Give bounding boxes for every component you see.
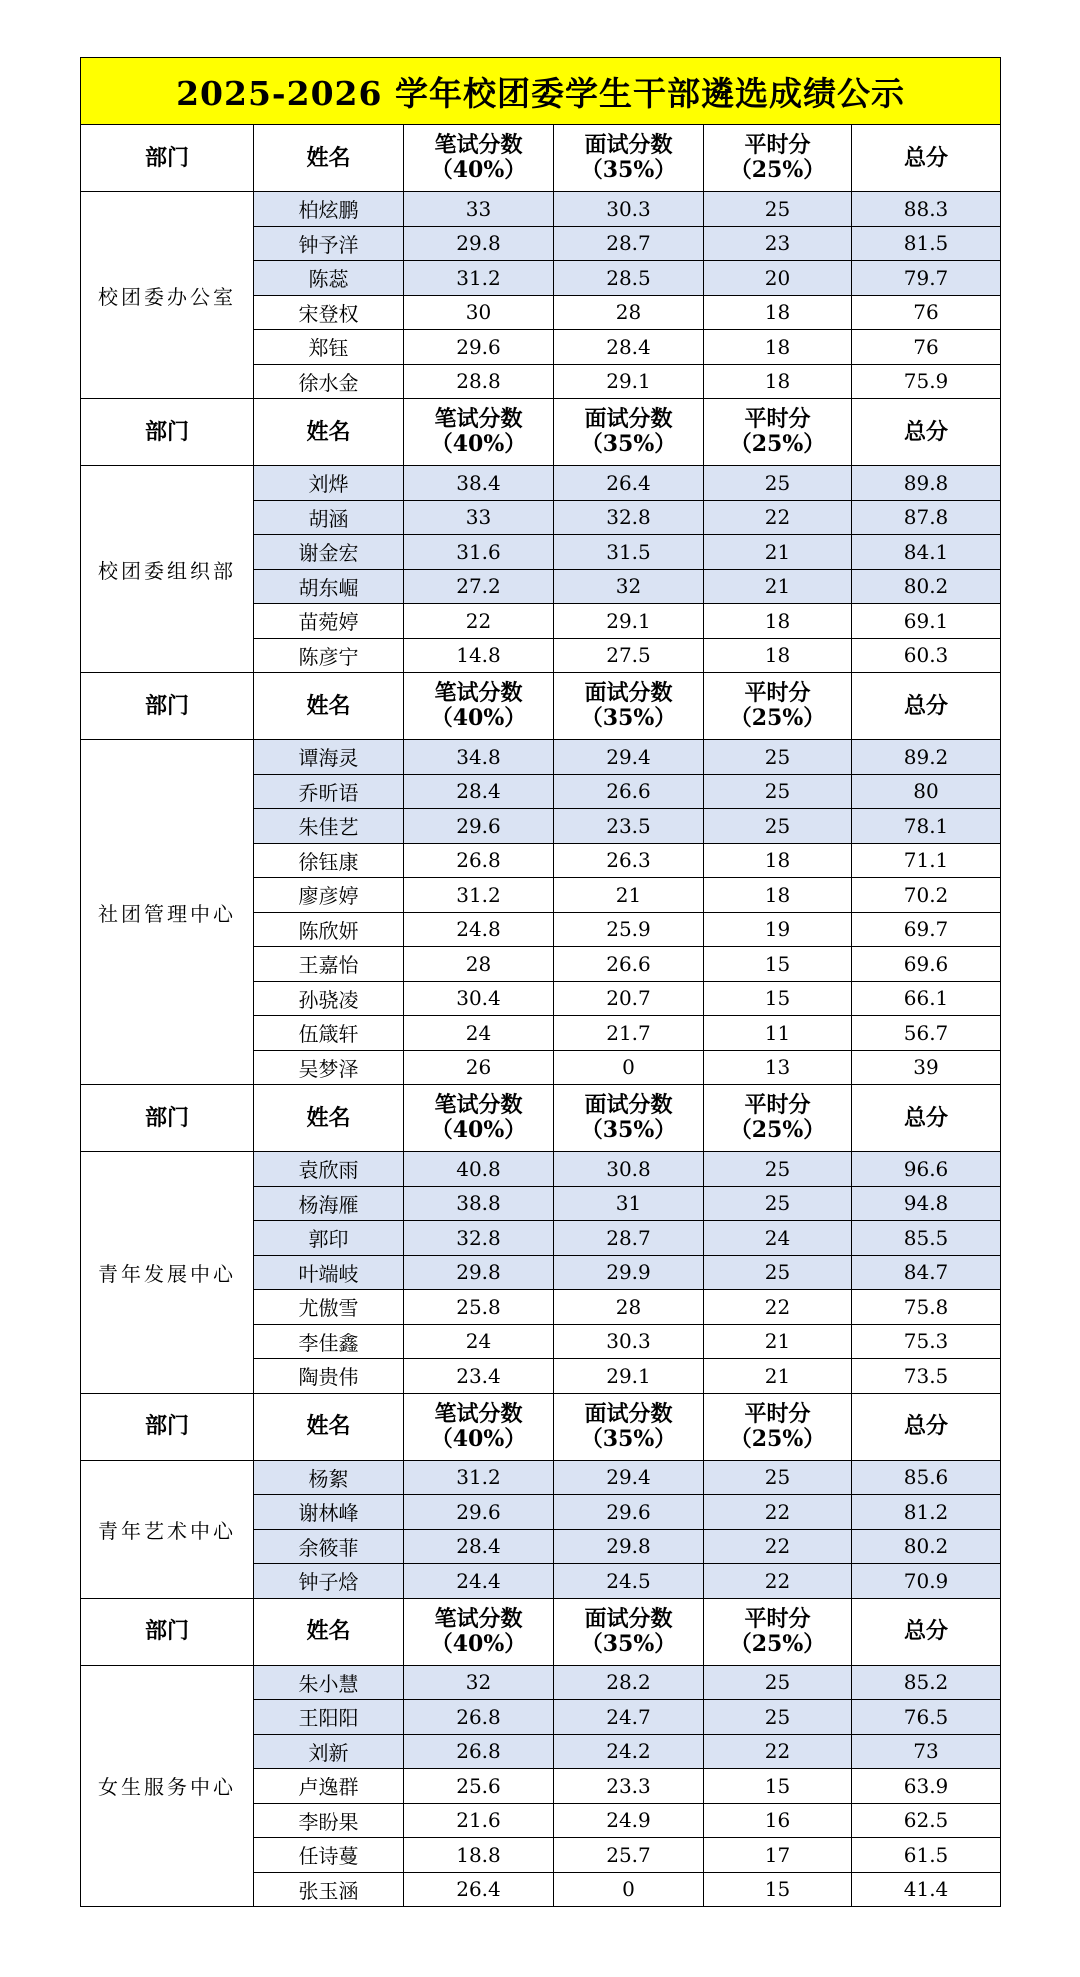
header-row xyxy=(81,1085,1001,1152)
header-interview xyxy=(554,673,704,740)
cell-regular: 20 xyxy=(704,261,852,296)
cell-interview: 26.3 xyxy=(554,843,704,878)
header-written xyxy=(404,399,554,466)
cell-regular: 25 xyxy=(704,1255,852,1290)
cell-interview: 21.7 xyxy=(554,1016,704,1051)
table-row xyxy=(81,1460,1001,1495)
header-interview-line2: （35%） xyxy=(580,431,677,457)
cell-name: 郭印 xyxy=(254,1221,404,1256)
cell-interview: 28.7 xyxy=(554,1221,704,1256)
cell-written: 26.8 xyxy=(404,1734,554,1769)
cell-name: 尤傲雪 xyxy=(254,1290,404,1325)
cell-total: 61.5 xyxy=(852,1838,1001,1873)
cell-name: 王嘉怡 xyxy=(254,947,404,982)
cell-regular: 15 xyxy=(704,1769,852,1804)
header-interview-line2: （35%） xyxy=(580,1117,677,1143)
cell-written: 18.8 xyxy=(404,1838,554,1873)
header-name: 姓名 xyxy=(254,399,404,466)
cell-regular: 15 xyxy=(704,981,852,1016)
cell-written: 30 xyxy=(404,295,554,330)
header-regular-line1: 平时分 xyxy=(744,1092,811,1118)
cell-name: 杨海雁 xyxy=(254,1186,404,1221)
table-row xyxy=(81,1152,1001,1187)
cell-name: 陈蕊 xyxy=(254,261,404,296)
header-written-line1: 笔试分数 xyxy=(434,680,523,706)
cell-total: 75.8 xyxy=(852,1290,1001,1325)
header-total: 总分 xyxy=(852,1085,1001,1152)
cell-regular: 18 xyxy=(704,295,852,330)
cell-written: 38.4 xyxy=(404,466,554,501)
cell-total: 76 xyxy=(852,295,1001,330)
cell-regular: 25 xyxy=(704,809,852,844)
header-regular xyxy=(704,125,852,192)
header-regular-line1: 平时分 xyxy=(744,1400,811,1427)
header-written-line2: （40%） xyxy=(430,157,527,183)
header-total: 总分 xyxy=(852,125,1001,192)
cell-total: 79.7 xyxy=(852,261,1001,296)
cell-written: 28.4 xyxy=(404,774,554,809)
cell-regular: 24 xyxy=(704,1221,852,1256)
header-written-line2: （40%） xyxy=(430,431,527,457)
header-regular xyxy=(704,673,852,740)
cell-name: 钟子焓 xyxy=(254,1564,404,1599)
cell-name: 叶端岐 xyxy=(254,1255,404,1290)
cell-regular: 18 xyxy=(704,330,852,365)
cell-written: 25.6 xyxy=(404,1769,554,1804)
cell-total: 56.7 xyxy=(852,1016,1001,1051)
cell-interview: 32.8 xyxy=(554,500,704,535)
cell-written: 31.2 xyxy=(404,261,554,296)
cell-regular: 22 xyxy=(704,1734,852,1769)
cell-total: 81.2 xyxy=(852,1495,1001,1530)
header-interview xyxy=(554,399,704,466)
cell-total: 96.6 xyxy=(852,1152,1001,1187)
header-written xyxy=(404,1085,554,1152)
cell-written: 30.4 xyxy=(404,981,554,1016)
cell-regular: 21 xyxy=(704,535,852,570)
header-written-line1: 笔试分数 xyxy=(434,1092,523,1118)
cell-regular: 22 xyxy=(704,1529,852,1564)
cell-name: 张玉涵 xyxy=(254,1872,404,1907)
cell-interview: 28.7 xyxy=(554,226,704,261)
cell-interview: 29.8 xyxy=(554,1529,704,1564)
cell-total: 84.7 xyxy=(852,1255,1001,1290)
cell-written: 26.8 xyxy=(404,1700,554,1735)
cell-interview: 29.1 xyxy=(554,1359,704,1394)
cell-name: 李盼果 xyxy=(254,1803,404,1838)
header-name: 姓名 xyxy=(254,1085,404,1152)
cell-name: 谢林峰 xyxy=(254,1495,404,1530)
cell-interview: 25.9 xyxy=(554,912,704,947)
cell-regular: 25 xyxy=(704,740,852,775)
cell-regular: 15 xyxy=(704,1872,852,1907)
header-dept: 部门 xyxy=(81,1393,254,1460)
header-interview xyxy=(554,1085,704,1152)
cell-interview: 30.3 xyxy=(554,192,704,227)
header-dept: 部门 xyxy=(81,399,254,466)
cell-written: 31.2 xyxy=(404,1460,554,1495)
cell-written: 33 xyxy=(404,192,554,227)
cell-interview: 26.6 xyxy=(554,774,704,809)
cell-total: 81.5 xyxy=(852,226,1001,261)
cell-regular: 25 xyxy=(704,1186,852,1221)
cell-total: 85.5 xyxy=(852,1221,1001,1256)
cell-written: 38.8 xyxy=(404,1186,554,1221)
cell-name: 乔昕语 xyxy=(254,774,404,809)
cell-regular: 22 xyxy=(704,1495,852,1530)
header-row xyxy=(81,399,1001,466)
cell-regular: 16 xyxy=(704,1803,852,1838)
header-regular-line1: 平时分 xyxy=(744,1605,811,1632)
cell-total: 76 xyxy=(852,330,1001,365)
table-row xyxy=(81,740,1001,775)
cell-name: 郑钰 xyxy=(254,330,404,365)
cell-written: 31.2 xyxy=(404,878,554,913)
cell-written: 29.6 xyxy=(404,1495,554,1530)
header-interview-line2: （35%） xyxy=(580,157,677,183)
cell-written: 32 xyxy=(404,1665,554,1700)
cell-interview: 24.2 xyxy=(554,1734,704,1769)
cell-regular: 18 xyxy=(704,638,852,673)
header-interview xyxy=(554,1598,704,1665)
cell-written: 29.6 xyxy=(404,809,554,844)
cell-interview: 30.3 xyxy=(554,1324,704,1359)
header-written-line1: 笔试分数 xyxy=(434,132,523,158)
cell-regular: 19 xyxy=(704,912,852,947)
header-interview-line1: 面试分数 xyxy=(584,680,673,706)
cell-regular: 11 xyxy=(704,1016,852,1051)
cell-name: 谢金宏 xyxy=(254,535,404,570)
cell-interview: 28.4 xyxy=(554,330,704,365)
header-name: 姓名 xyxy=(254,125,404,192)
header-interview-line1: 面试分数 xyxy=(584,132,673,158)
header-row xyxy=(81,673,1001,740)
cell-name: 谭海灵 xyxy=(254,740,404,775)
cell-written: 32.8 xyxy=(404,1221,554,1256)
cell-written: 24.8 xyxy=(404,912,554,947)
cell-name: 朱佳艺 xyxy=(254,809,404,844)
cell-regular: 18 xyxy=(704,878,852,913)
header-interview-line1: 面试分数 xyxy=(584,1605,673,1632)
cell-total: 69.6 xyxy=(852,947,1001,982)
cell-regular: 17 xyxy=(704,1838,852,1873)
cell-total: 75.3 xyxy=(852,1324,1001,1359)
cell-total: 66.1 xyxy=(852,981,1001,1016)
cell-regular: 25 xyxy=(704,1665,852,1700)
header-interview-line2: （35%） xyxy=(580,1630,677,1657)
cell-name: 苗菀婷 xyxy=(254,604,404,639)
cell-interview: 24.7 xyxy=(554,1700,704,1735)
cell-interview: 23.5 xyxy=(554,809,704,844)
cell-name: 袁欣雨 xyxy=(254,1152,404,1187)
cell-total: 84.1 xyxy=(852,535,1001,570)
cell-interview: 23.3 xyxy=(554,1769,704,1804)
score-table xyxy=(80,57,1001,1907)
cell-interview: 29.4 xyxy=(554,740,704,775)
cell-total: 41.4 xyxy=(852,1872,1001,1907)
cell-regular: 18 xyxy=(704,604,852,639)
header-interview xyxy=(554,125,704,192)
header-interview-line2: （35%） xyxy=(580,705,677,731)
cell-name: 宋登权 xyxy=(254,295,404,330)
cell-regular: 15 xyxy=(704,947,852,982)
cell-written: 28.4 xyxy=(404,1529,554,1564)
page-title: 2025-2026 学年校团委学生干部遴选成绩公示 xyxy=(81,58,1001,125)
cell-written: 26.4 xyxy=(404,1872,554,1907)
cell-name: 孙骁凌 xyxy=(254,981,404,1016)
cell-name: 陈欣妍 xyxy=(254,912,404,947)
cell-total: 63.9 xyxy=(852,1769,1001,1804)
cell-written: 24 xyxy=(404,1016,554,1051)
cell-total: 80 xyxy=(852,774,1001,809)
header-written xyxy=(404,1598,554,1665)
cell-written: 27.2 xyxy=(404,569,554,604)
cell-interview: 28.2 xyxy=(554,1665,704,1700)
header-row xyxy=(81,125,1001,192)
cell-written: 29.8 xyxy=(404,1255,554,1290)
cell-written: 29.6 xyxy=(404,330,554,365)
header-written xyxy=(404,1393,554,1460)
header-dept: 部门 xyxy=(81,125,254,192)
cell-written: 24.4 xyxy=(404,1564,554,1599)
header-interview-line1: 面试分数 xyxy=(584,1092,673,1118)
cell-written: 25.8 xyxy=(404,1290,554,1325)
cell-written: 40.8 xyxy=(404,1152,554,1187)
cell-regular: 22 xyxy=(704,1290,852,1325)
header-regular-line2: （25%） xyxy=(729,431,826,457)
header-total: 总分 xyxy=(852,1393,1001,1460)
cell-name: 胡东崛 xyxy=(254,569,404,604)
cell-written: 26 xyxy=(404,1050,554,1085)
header-regular-line2: （25%） xyxy=(729,1630,826,1657)
cell-total: 70.2 xyxy=(852,878,1001,913)
header-written-line1: 笔试分数 xyxy=(434,1400,523,1427)
header-written-line2: （40%） xyxy=(430,1425,527,1452)
cell-interview: 26.6 xyxy=(554,947,704,982)
cell-total: 71.1 xyxy=(852,843,1001,878)
cell-interview: 29.4 xyxy=(554,1460,704,1495)
header-written-line2: （40%） xyxy=(430,1630,527,1657)
cell-written: 34.8 xyxy=(404,740,554,775)
cell-name: 朱小慧 xyxy=(254,1665,404,1700)
header-regular xyxy=(704,1085,852,1152)
cell-regular: 25 xyxy=(704,1152,852,1187)
cell-written: 22 xyxy=(404,604,554,639)
cell-total: 80.2 xyxy=(852,1529,1001,1564)
cell-name: 李佳鑫 xyxy=(254,1324,404,1359)
cell-interview: 28.5 xyxy=(554,261,704,296)
header-written-line2: （40%） xyxy=(430,1117,527,1143)
header-interview-line1: 面试分数 xyxy=(584,1400,673,1427)
header-regular-line1: 平时分 xyxy=(744,132,811,158)
cell-interview: 0 xyxy=(554,1872,704,1907)
cell-name: 卢逸群 xyxy=(254,1769,404,1804)
cell-regular: 25 xyxy=(704,1700,852,1735)
cell-written: 14.8 xyxy=(404,638,554,673)
cell-interview: 31 xyxy=(554,1186,704,1221)
cell-name: 吴梦泽 xyxy=(254,1050,404,1085)
header-written-line1: 笔试分数 xyxy=(434,406,523,432)
cell-name: 刘新 xyxy=(254,1734,404,1769)
cell-total: 94.8 xyxy=(852,1186,1001,1221)
cell-regular: 18 xyxy=(704,364,852,399)
header-total: 总分 xyxy=(852,1598,1001,1665)
cell-interview: 26.4 xyxy=(554,466,704,501)
header-dept: 部门 xyxy=(81,1598,254,1665)
cell-regular: 18 xyxy=(704,843,852,878)
header-total: 总分 xyxy=(852,673,1001,740)
department-name: 女生服务中心 xyxy=(81,1665,254,1907)
header-interview-line1: 面试分数 xyxy=(584,406,673,432)
cell-total: 70.9 xyxy=(852,1564,1001,1599)
cell-name: 徐水金 xyxy=(254,364,404,399)
cell-interview: 30.8 xyxy=(554,1152,704,1187)
header-regular xyxy=(704,1598,852,1665)
cell-name: 柏炫鹏 xyxy=(254,192,404,227)
header-regular-line2: （25%） xyxy=(729,157,826,183)
cell-regular: 13 xyxy=(704,1050,852,1085)
header-name: 姓名 xyxy=(254,1598,404,1665)
cell-total: 76.5 xyxy=(852,1700,1001,1735)
cell-name: 胡涵 xyxy=(254,500,404,535)
cell-interview: 29.1 xyxy=(554,604,704,639)
header-written-line2: （40%） xyxy=(430,705,527,731)
cell-interview: 28 xyxy=(554,1290,704,1325)
cell-interview: 31.5 xyxy=(554,535,704,570)
cell-interview: 24.9 xyxy=(554,1803,704,1838)
cell-name: 余筱菲 xyxy=(254,1529,404,1564)
header-regular-line1: 平时分 xyxy=(744,406,811,432)
cell-written: 28.8 xyxy=(404,364,554,399)
cell-total: 87.8 xyxy=(852,500,1001,535)
cell-name: 王阳阳 xyxy=(254,1700,404,1735)
header-interview-line2: （35%） xyxy=(580,1425,677,1452)
cell-name: 杨絮 xyxy=(254,1460,404,1495)
table-row xyxy=(81,466,1001,501)
department-name: 社团管理中心 xyxy=(81,740,254,1085)
cell-regular: 21 xyxy=(704,569,852,604)
cell-name: 刘烨 xyxy=(254,466,404,501)
cell-interview: 27.5 xyxy=(554,638,704,673)
cell-total: 62.5 xyxy=(852,1803,1001,1838)
cell-regular: 25 xyxy=(704,466,852,501)
header-dept: 部门 xyxy=(81,673,254,740)
cell-written: 21.6 xyxy=(404,1803,554,1838)
cell-written: 31.6 xyxy=(404,535,554,570)
header-row xyxy=(81,1598,1001,1665)
cell-total: 89.8 xyxy=(852,466,1001,501)
cell-total: 85.2 xyxy=(852,1665,1001,1700)
cell-interview: 24.5 xyxy=(554,1564,704,1599)
header-name: 姓名 xyxy=(254,1393,404,1460)
department-name: 校团委组织部 xyxy=(81,466,254,673)
cell-regular: 21 xyxy=(704,1324,852,1359)
cell-interview: 28 xyxy=(554,295,704,330)
cell-total: 60.3 xyxy=(852,638,1001,673)
cell-written: 29.8 xyxy=(404,226,554,261)
cell-written: 26.8 xyxy=(404,843,554,878)
header-regular-line1: 平时分 xyxy=(744,680,811,706)
header-written xyxy=(404,125,554,192)
header-regular xyxy=(704,399,852,466)
cell-interview: 29.6 xyxy=(554,1495,704,1530)
cell-name: 陶贵伟 xyxy=(254,1359,404,1394)
header-regular-line2: （25%） xyxy=(729,705,826,731)
cell-regular: 25 xyxy=(704,774,852,809)
cell-regular: 25 xyxy=(704,192,852,227)
header-regular xyxy=(704,1393,852,1460)
table-row xyxy=(81,1665,1001,1700)
cell-written: 28 xyxy=(404,947,554,982)
header-written-line1: 笔试分数 xyxy=(434,1605,523,1632)
cell-total: 69.1 xyxy=(852,604,1001,639)
cell-name: 徐钰康 xyxy=(254,843,404,878)
department-name: 青年发展中心 xyxy=(81,1152,254,1394)
cell-total: 75.9 xyxy=(852,364,1001,399)
cell-interview: 25.7 xyxy=(554,1838,704,1873)
cell-regular: 23 xyxy=(704,226,852,261)
cell-total: 78.1 xyxy=(852,809,1001,844)
cell-name: 陈彦宁 xyxy=(254,638,404,673)
cell-interview: 32 xyxy=(554,569,704,604)
cell-total: 80.2 xyxy=(852,569,1001,604)
cell-name: 伍箴轩 xyxy=(254,1016,404,1051)
cell-total: 88.3 xyxy=(852,192,1001,227)
cell-interview: 29.9 xyxy=(554,1255,704,1290)
cell-total: 39 xyxy=(852,1050,1001,1085)
header-dept: 部门 xyxy=(81,1085,254,1152)
header-total: 总分 xyxy=(852,399,1001,466)
cell-total: 73.5 xyxy=(852,1359,1001,1394)
cell-regular: 22 xyxy=(704,500,852,535)
cell-total: 69.7 xyxy=(852,912,1001,947)
cell-total: 85.6 xyxy=(852,1460,1001,1495)
table-row xyxy=(81,192,1001,227)
header-regular-line2: （25%） xyxy=(729,1425,826,1452)
cell-regular: 22 xyxy=(704,1564,852,1599)
cell-interview: 21 xyxy=(554,878,704,913)
cell-name: 廖彦婷 xyxy=(254,878,404,913)
header-interview xyxy=(554,1393,704,1460)
header-row xyxy=(81,1393,1001,1460)
cell-written: 33 xyxy=(404,500,554,535)
cell-regular: 21 xyxy=(704,1359,852,1394)
cell-interview: 20.7 xyxy=(554,981,704,1016)
cell-written: 23.4 xyxy=(404,1359,554,1394)
header-name: 姓名 xyxy=(254,673,404,740)
header-regular-line2: （25%） xyxy=(729,1117,826,1143)
cell-interview: 0 xyxy=(554,1050,704,1085)
header-written xyxy=(404,673,554,740)
cell-name: 钟予洋 xyxy=(254,226,404,261)
department-name: 青年艺术中心 xyxy=(81,1460,254,1598)
department-name: 校团委办公室 xyxy=(81,192,254,399)
cell-interview: 29.1 xyxy=(554,364,704,399)
cell-regular: 25 xyxy=(704,1460,852,1495)
cell-total: 89.2 xyxy=(852,740,1001,775)
cell-written: 24 xyxy=(404,1324,554,1359)
cell-name: 任诗蔓 xyxy=(254,1838,404,1873)
cell-total: 73 xyxy=(852,1734,1001,1769)
